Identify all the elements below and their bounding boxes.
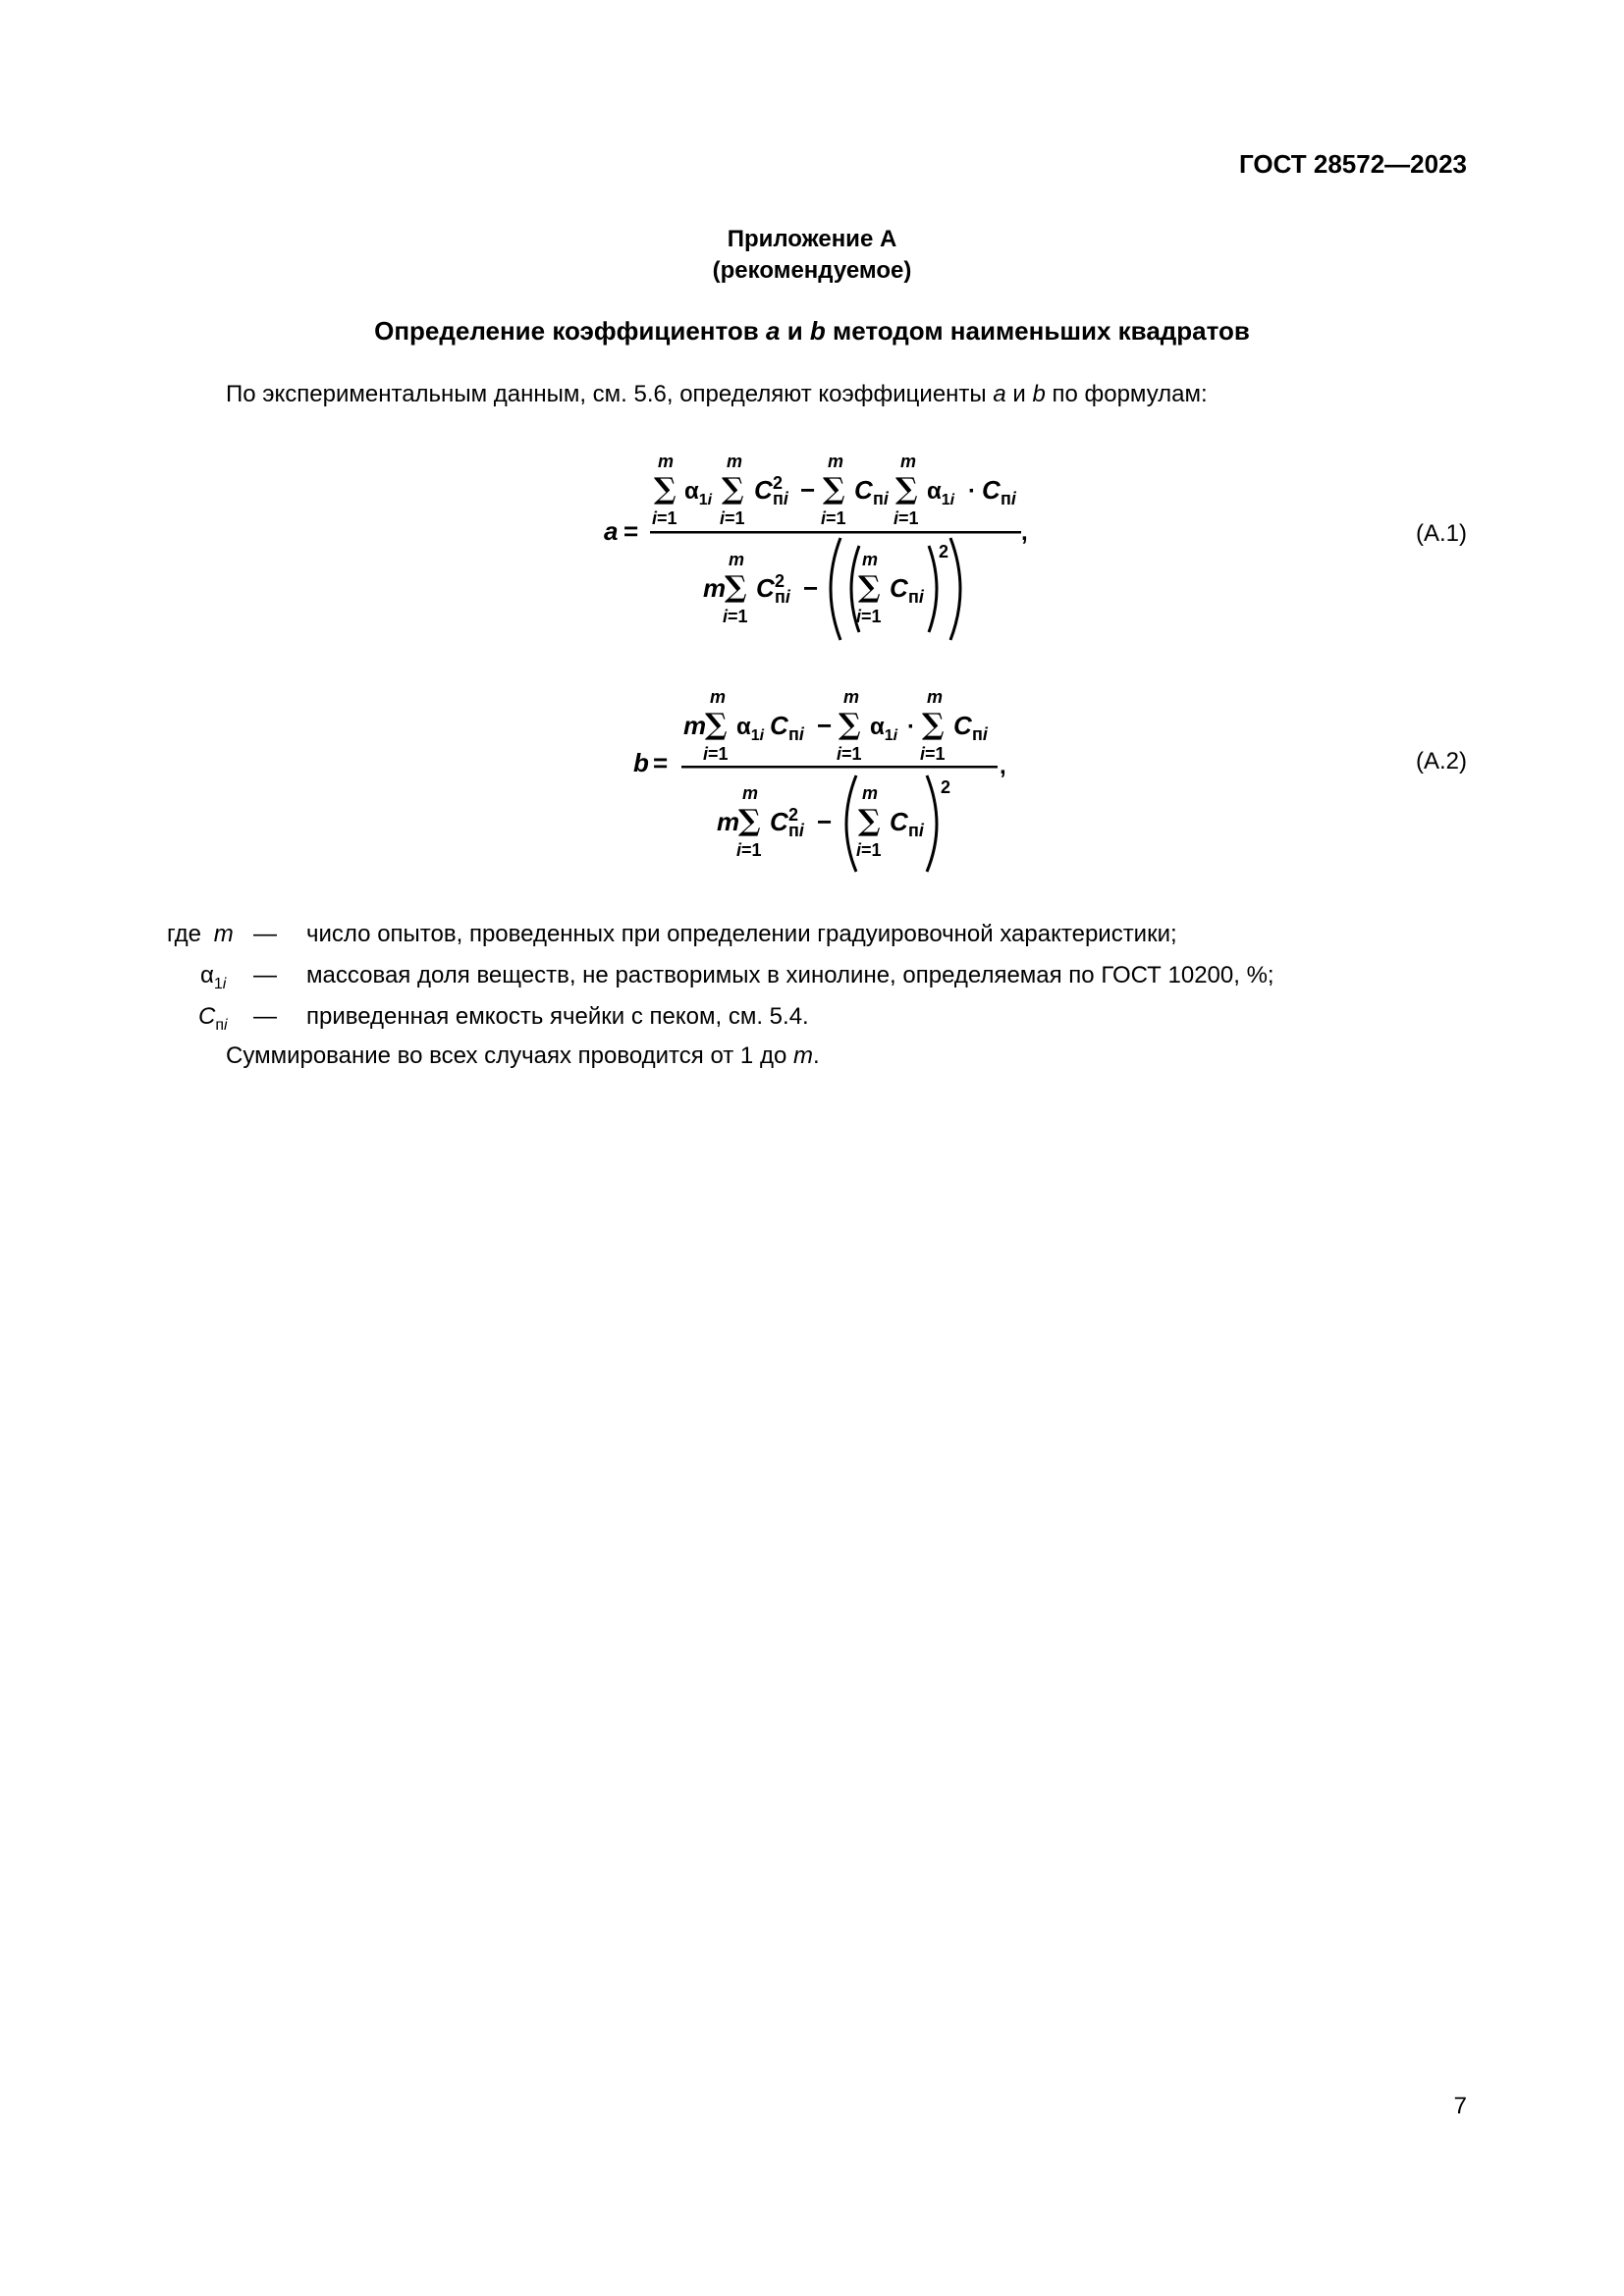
svg-text:m: m [683,711,707,740]
svg-text:i=1: i=1 [703,744,729,764]
svg-text:,: , [1000,753,1006,779]
svg-text:,: , [1021,519,1028,546]
legend-symbol-m: m [213,921,234,947]
svg-text:−: − [800,475,816,505]
svg-text:m: m [710,687,727,707]
intro-and: и [1005,381,1033,407]
svg-text:α1i: $\alpha_{1i}$ [870,714,898,744]
legend-text-c: приведенная емкость ячейки с пеком, см. 5.4. [306,1003,809,1030]
sum-icon: ∑ [858,570,881,605]
svg-text:пi: пi [1001,489,1016,508]
sum-icon: ∑ [705,708,728,742]
svg-text:i=1: i=1 [837,744,862,764]
intro-paragraph [226,381,1208,408]
formula-a2-lhs: b [633,748,649,777]
svg-text:m: m [658,452,675,471]
fraction-line [681,766,998,769]
svg-text:C: C [754,475,773,505]
svg-text:пi: пi [788,821,804,840]
svg-text:m: m [727,452,743,471]
legend-intro-word: где [167,921,202,947]
sum-icon: ∑ [858,804,881,838]
svg-text:2: 2 [939,542,949,561]
svg-text:пi: пi [773,489,788,508]
svg-text:пi: пi [788,724,804,744]
document-code: ГОСТ 28572—2023 [1239,149,1467,179]
annex-heading [0,224,1624,287]
svg-text:пi: пi [775,587,790,607]
svg-text:·: · [968,478,976,505]
svg-text:i=1: i=1 [723,607,748,626]
svg-text:C: C [756,573,775,603]
svg-text:2: 2 [775,571,785,591]
svg-text:α1i: $\alpha_{1i}$ [736,714,765,744]
svg-text:C: C [770,807,788,836]
legend-dash: — [253,962,277,988]
equation-number-a1: (А.1) [1415,520,1467,547]
svg-text:i=1: i=1 [652,508,677,528]
svg-text:m: m [900,452,917,471]
svg-text:m: m [927,687,944,707]
section-title [0,316,1624,347]
svg-text:m: m [843,687,860,707]
svg-text:m: m [717,807,740,836]
svg-text:i=1: i=1 [821,508,846,528]
legend-symbol-alpha: $\alpha_{1i}$ [200,962,227,992]
svg-text:m: m [828,452,844,471]
legend-dash: — [253,1003,277,1030]
sum-icon: ∑ [654,472,677,507]
sum-icon: ∑ [738,804,761,838]
svg-text:C: C [890,573,908,603]
legend-text-alpha: массовая доля веществ, не растворимых в хинолине, определяемая по ГОСТ 10200, %; [306,962,1274,988]
svg-text:m: m [862,550,879,569]
svg-text:пi: пi [908,821,924,840]
svg-text:−: − [803,573,819,603]
legend-symbol-c: $C_{пi}$ [198,1003,228,1034]
intro-var-a: a [993,381,1006,407]
svg-text:C: C [953,711,972,740]
svg-text:2: 2 [941,777,951,797]
svg-text:i=1: i=1 [856,840,882,860]
sum-icon: ∑ [722,472,744,507]
section-title-part2: методом наименьших квадратов [825,316,1250,346]
sum-icon: ∑ [725,570,747,605]
formula-a1-lhs: a [604,516,619,546]
sum-icon: ∑ [823,472,845,507]
formula-a2-equals: = [653,748,669,777]
intro-part1: По экспериментальным данным, см. 5.6, определяют коэффициенты [226,381,994,407]
svg-text:α1i: $\alpha_{1i}$ [684,478,713,508]
svg-text:i=1: i=1 [736,840,762,860]
svg-text:C: C [770,711,788,740]
fraction-line [650,531,1021,534]
intro-var-b: b [1032,381,1046,407]
svg-text:C: C [854,475,873,505]
svg-text:2: 2 [773,473,784,493]
svg-text:−: − [817,807,833,836]
svg-text:i=1: i=1 [920,744,946,764]
svg-text:пi: пi [873,489,889,508]
svg-text:пi: пi [908,587,924,607]
formula-a1-equals: = [623,516,639,546]
svg-text:α1i: $\alpha_{1i}$ [927,478,955,508]
svg-text:−: − [817,711,833,740]
svg-text:2: 2 [788,805,799,825]
legend-dash: — [253,921,277,947]
section-var-a: a [766,316,781,346]
svg-text:C: C [982,475,1001,505]
svg-text:i=1: i=1 [856,607,882,626]
intro-part2: по формулам: [1045,381,1208,407]
svg-text:пi: пi [972,724,988,744]
sum-icon: ∑ [839,708,861,742]
equation-number-a2: (А.2) [1415,748,1467,774]
svg-text:C: C [890,807,908,836]
legend-item-m [167,921,1177,948]
svg-text:m: m [742,783,759,803]
section-var-b: b [809,316,826,346]
section-title-part1: Определение коэффициентов [374,316,766,346]
svg-text:·: · [907,714,915,740]
svg-text:i=1: i=1 [720,508,745,528]
svg-text:i=1: i=1 [893,508,919,528]
summation-note: Суммирование во всех случаях проводится от 1 до m. [226,1042,820,1069]
page-number: 7 [1453,2093,1467,2119]
annex-title: Приложение А [727,226,897,252]
legend-text-m: число опытов, проведенных при определении градуировочной характеристики; [306,921,1177,947]
sum-icon: ∑ [922,708,945,742]
svg-text:m: m [703,573,727,603]
svg-text:m: m [729,550,745,569]
svg-text:m: m [862,783,879,803]
annex-status: (рекомендуемое) [712,257,912,284]
section-title-and: и [780,316,810,346]
sum-icon: ∑ [895,472,918,507]
